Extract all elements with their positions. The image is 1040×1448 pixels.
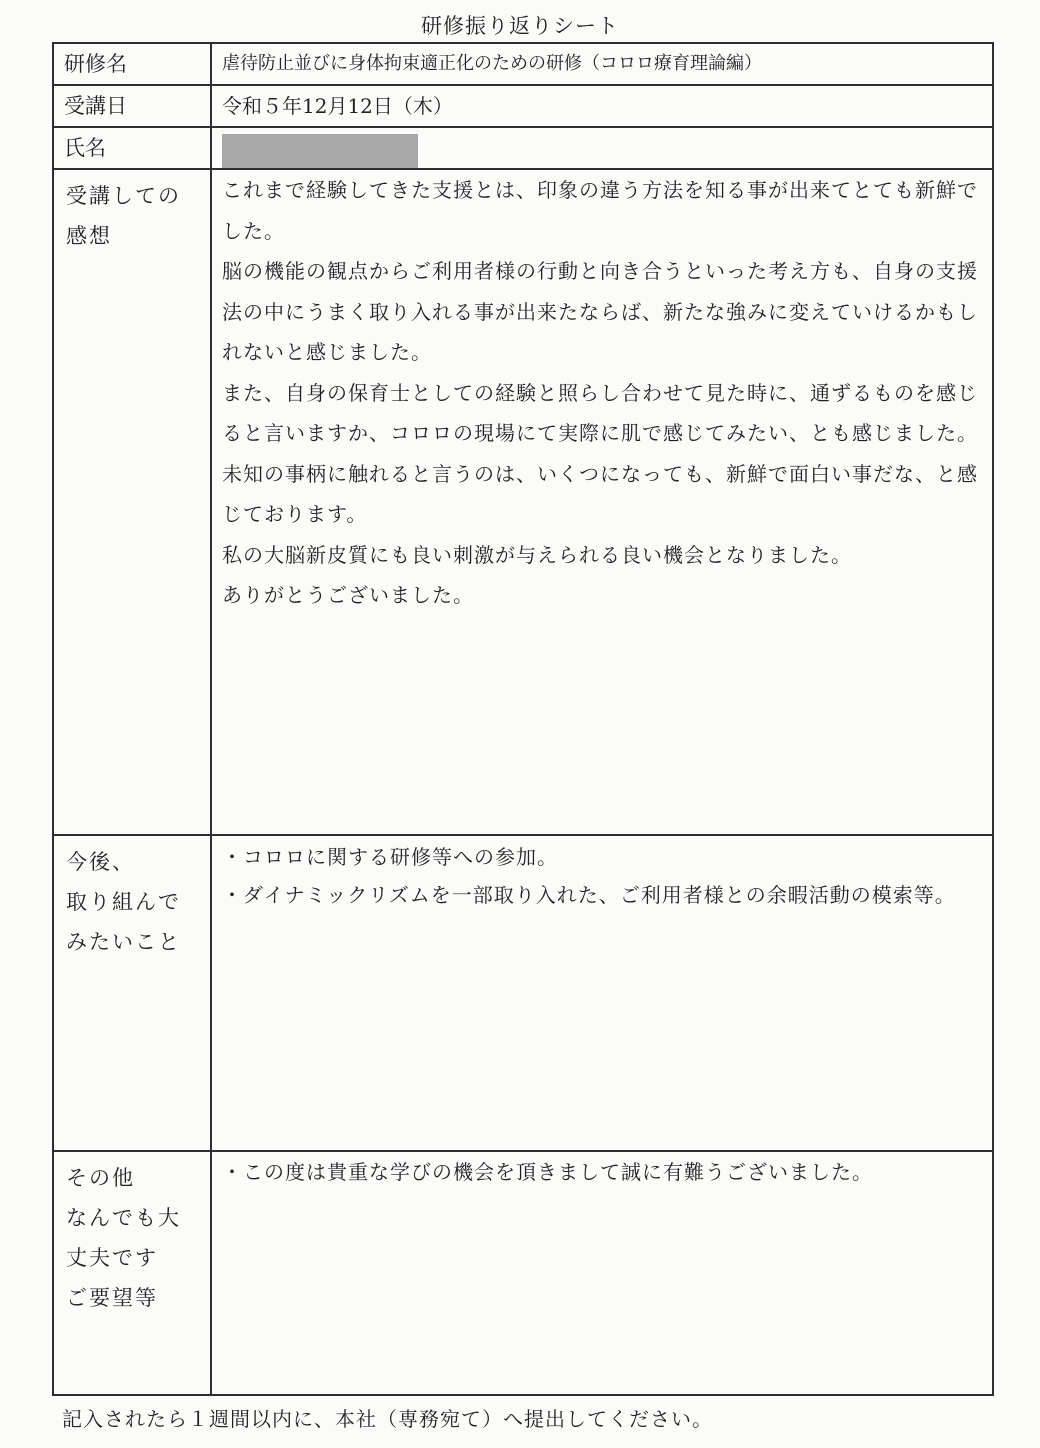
impressions-label xyxy=(54,170,210,256)
row-other xyxy=(53,1151,993,1395)
impressions-paragraph: これまで経験してきた支援とは、印象の違う方法を知る事が出来てとても新鮮でした。 xyxy=(222,178,978,243)
value-cell xyxy=(211,43,993,85)
future-cell xyxy=(211,835,993,1151)
row-future xyxy=(53,835,993,1151)
date-label: 受講日 xyxy=(64,94,127,118)
future-label-line: みたいこと xyxy=(66,930,181,954)
review-form-table xyxy=(52,42,994,1396)
impressions-paragraph: また、自身の保育士としての経験と照らし合わせて見た時に、通ずるものを感じると言いますか、コロロの現場にて実際に肌で感じてみたい、とも感じました。 xyxy=(222,380,978,445)
future-text xyxy=(212,836,992,914)
future-label-line: 取り組んで xyxy=(66,890,181,914)
name-label: 氏名 xyxy=(64,136,106,160)
other-label-line: ご要望等 xyxy=(66,1286,158,1310)
label-cell xyxy=(53,169,211,835)
footer-note: 記入されたら１週間以内に、本社（専務宛て）へ提出してください。 xyxy=(62,1407,713,1431)
value-cell xyxy=(211,85,993,127)
training-name-label: 研修名 xyxy=(64,52,127,76)
other-label-line: なんでも大 xyxy=(66,1206,181,1230)
row-date xyxy=(53,85,993,127)
impressions-paragraph: 脳の機能の観点からご利用者様の行動と向き合うといった考え方も、自身の支援法の中にうまく取り入れる事が出来たならば、新たな強みに変えていけるかもしれないと感じました。 xyxy=(222,259,978,364)
impressions-label-line: 感想 xyxy=(66,224,112,248)
impressions-paragraph: 未知の事柄に触れると言うのは、いくつになっても、新鮮で面白い事だな、と感じております。 xyxy=(222,461,978,526)
other-text xyxy=(212,1152,992,1193)
other-item: ・この度は貴重な学びの機会を頂きまして誠に有難うございました。 xyxy=(222,1160,873,1184)
row-impressions xyxy=(53,169,993,835)
row-training-name xyxy=(53,43,993,85)
label-cell xyxy=(53,85,211,127)
label-cell xyxy=(53,835,211,1151)
redacted-name-block xyxy=(222,134,418,168)
impressions-paragraph: 私の大脳新皮質にも良い刺激が与えられる良い機会となりました。 xyxy=(222,542,852,567)
label-cell xyxy=(53,1151,211,1395)
future-item: ・コロロに関する研修等への参加。 xyxy=(222,845,558,869)
future-label xyxy=(54,836,210,962)
future-item: ・ダイナミックリズムを一部取り入れた、ご利用者様との余暇活動の模索等。 xyxy=(222,883,956,907)
other-cell xyxy=(211,1151,993,1395)
sheet-title: 研修振り返りシート xyxy=(421,14,619,38)
value-cell xyxy=(211,127,993,169)
other-label xyxy=(54,1152,210,1318)
other-label-line: 丈夫です xyxy=(66,1246,158,1270)
impressions-text xyxy=(212,170,992,616)
other-label-line: その他 xyxy=(66,1166,135,1190)
impressions-paragraph: ありがとうございました。 xyxy=(222,583,474,607)
name-value xyxy=(212,128,992,168)
date-value: 令和５年12月12日（木） xyxy=(222,94,453,118)
impressions-cell xyxy=(211,169,993,835)
training-name-value: 虐待防止並びに身体拘束適正化のための研修（コロロ療育理論編） xyxy=(222,53,762,74)
row-name xyxy=(53,127,993,169)
label-cell xyxy=(53,43,211,85)
impressions-label-line: 受講しての xyxy=(66,184,181,208)
label-cell xyxy=(53,127,211,169)
future-label-line: 今後、 xyxy=(66,850,135,874)
